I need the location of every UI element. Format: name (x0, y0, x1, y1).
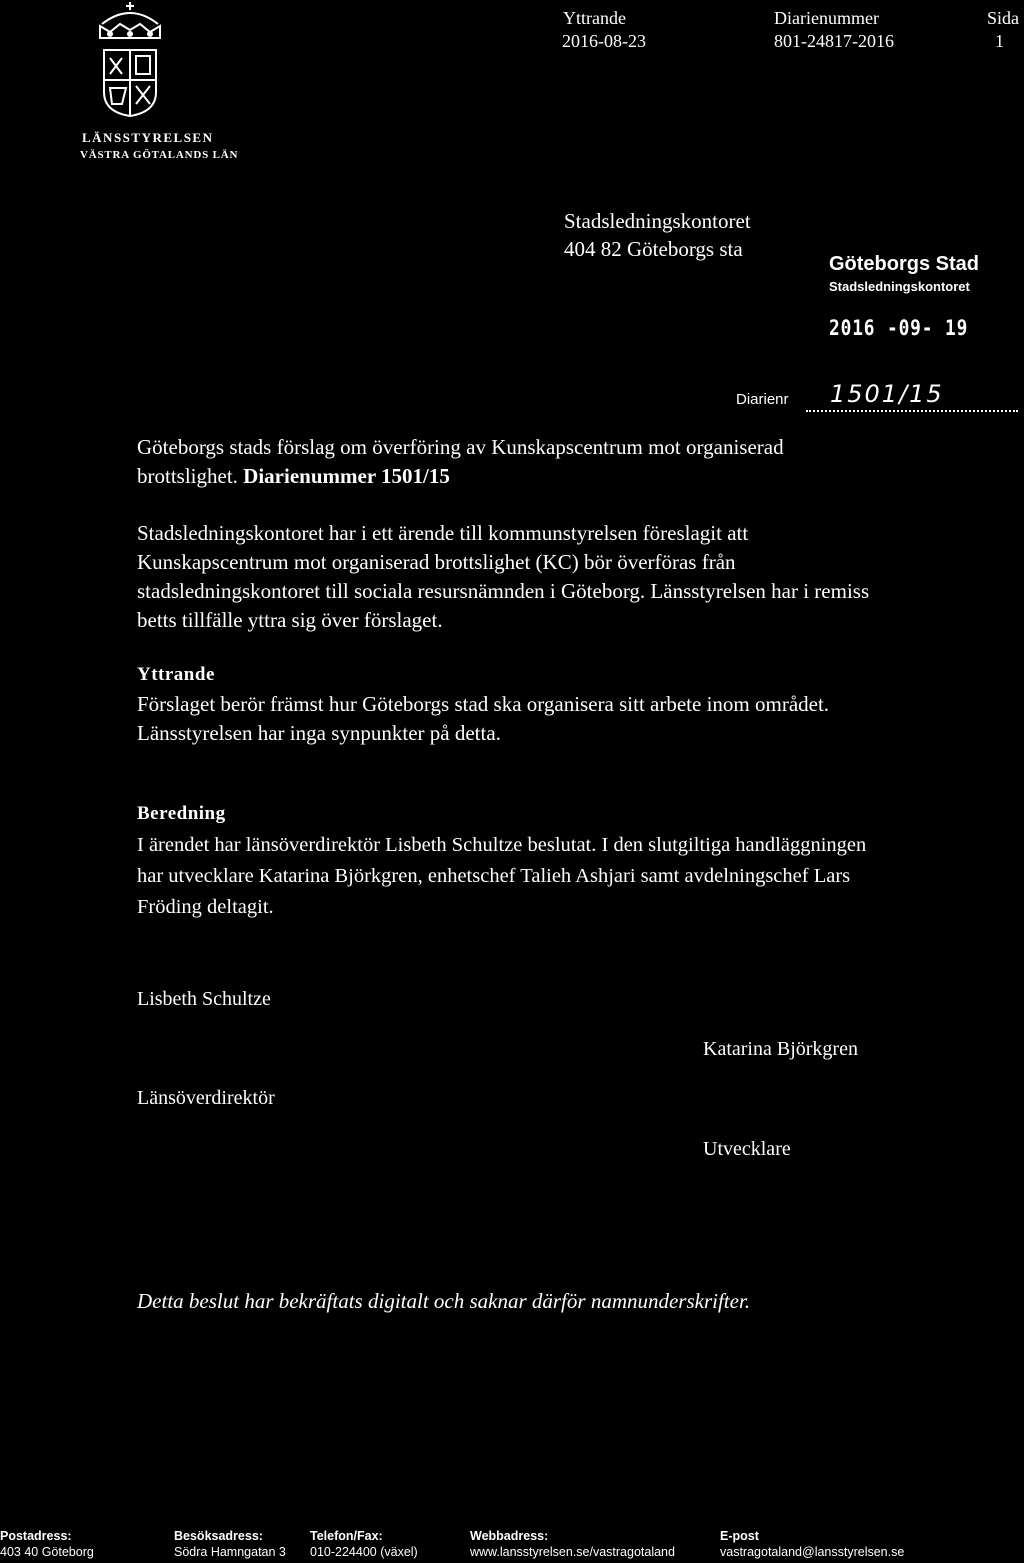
page-number: 1 (995, 31, 1004, 51)
footer-phone-value: 010-224400 (växel) (310, 1545, 418, 1559)
authority-name: LÄNSSTYRELSEN (82, 130, 214, 145)
signer-right-title: Utvecklare (703, 1138, 791, 1160)
footer-web-value[interactable]: www.lansstyrelsen.se/vastragotaland (470, 1545, 675, 1559)
yttrande-text: Förslaget berör främst hur Göteborgs stad ska organisera sitt arbete inom området. Länsstyrelsen har inga synpunkter på detta. (137, 692, 830, 745)
signer-left-name: Lisbeth Schultze (137, 988, 271, 1010)
authority-region: VÄSTRA GÖTALANDS LÄN (80, 149, 239, 161)
yttrande-heading: Yttrande (137, 664, 215, 685)
stamp-date: 2016 -09- 19 (829, 316, 969, 340)
doc-type-label: Yttrande (563, 8, 626, 28)
footer-visit-value: Södra Hamngatan 3 (174, 1545, 286, 1559)
document-date: 2016-08-23 (562, 31, 646, 51)
footer-visit (174, 1528, 286, 1560)
footer-email-label: E-post (720, 1529, 759, 1543)
footer-postal-value: 403 40 Göteborg (0, 1545, 94, 1559)
footer-phone-label: Telefon/Fax: (310, 1529, 383, 1543)
footer-web (470, 1528, 675, 1560)
intro-paragraph: Stadsledningskontoret har i ett ärende till kommunstyrelsen föreslagit att Kunskapscentrum mot organiserad brottslighet (KC) bör överföras från stadsledningskontoret till sociala resursnämnden i Göteborg. Länsstyrelsen har i remiss betts tillfälle yttra sig över förslaget. (137, 521, 870, 632)
subject-text: Göteborgs stads förslag om överföring av Kunskapscentrum mot organiserad brottslighet. (137, 435, 784, 488)
subject (137, 433, 877, 491)
footer-postal-label: Postadress: (0, 1529, 72, 1543)
footer-web-label: Webbadress: (470, 1529, 549, 1543)
signer-left-title: Länsöverdirektör (137, 1087, 275, 1109)
beredning-heading: Beredning (137, 803, 226, 824)
footer-phone (310, 1528, 418, 1560)
subject-diarienummer: Diarienummer 1501/15 (243, 464, 450, 488)
stamp-office: Stadsledningskontoret (829, 279, 970, 294)
coat-of-arms-icon (82, 0, 178, 120)
stamp-dotted-line (806, 410, 1018, 412)
digital-signature-note: Detta beslut har bekräftats digitalt och saknar därför namnunderskrifter. (137, 1289, 751, 1313)
signer-right-name: Katarina Björkgren (703, 1038, 858, 1060)
footer-email (720, 1528, 904, 1560)
diarienummer-value: 801-24817-2016 (774, 31, 894, 51)
recipient-line-1: Stadsledningskontoret (564, 209, 751, 233)
page-label: Sida (987, 8, 1020, 28)
footer-postal (0, 1528, 94, 1560)
diarienummer-label: Diarienummer (774, 8, 879, 28)
beredning-text: I ärendet har länsöverdirektör Lisbeth Schultze beslutat. I den slutgiltiga handläggningen har utvecklare Katarina Björkgren, enhetschef Talieh Ashjari samt avdelningschef Lars Fröding deltagit. (137, 834, 867, 918)
stamp-dnr-label: Diarienr (736, 391, 789, 408)
footer-visit-label: Besöksadress: (174, 1529, 263, 1543)
stamp-dnr-value: 1501/15 (830, 380, 944, 408)
footer-email-value[interactable]: vastragotaland@lansstyrelsen.se (720, 1545, 905, 1559)
stamp-city: Göteborgs Stad (829, 253, 980, 275)
recipient-line-2: 404 82 Göteborgs sta (564, 237, 743, 261)
